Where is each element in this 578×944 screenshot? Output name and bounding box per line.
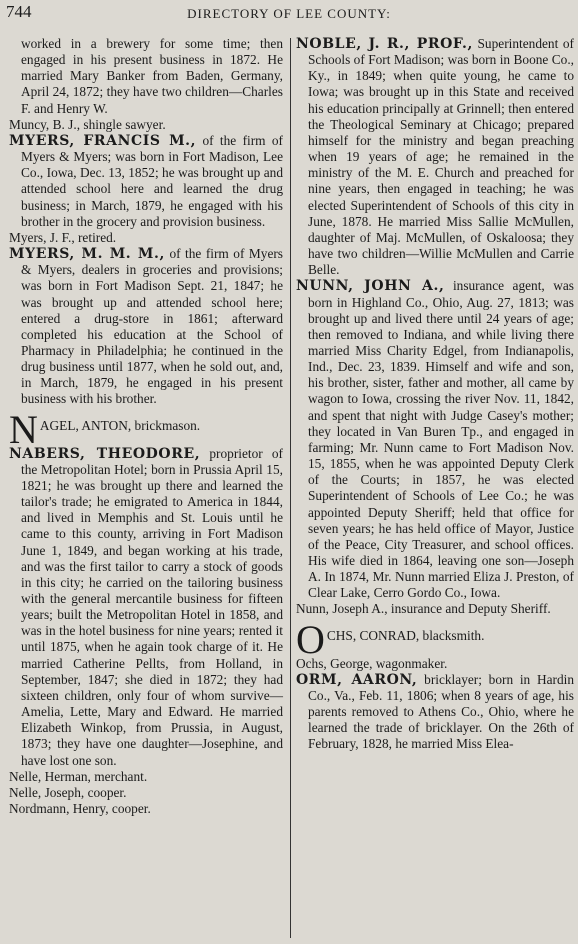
entry-name: NUNN, JOHN A., bbox=[296, 278, 445, 295]
entry-text: of the firm of Myers & Myers, dealers in groceries and provisions; was born in Fort Madison Sept. 21, 1847; he was brought up and attended school here; entered a drug-store in 1861; afterward completed his education at the School of Pharmacy in Philadelphia; he continued in the drug business until 1877, when he sold out, and, in March, 1879, he engaged in his present business with his brother. bbox=[21, 246, 284, 407]
running-title: DIRECTORY OF LEE COUNTY: bbox=[187, 6, 391, 21]
entry-name: NABERS, THEODORE, bbox=[9, 445, 201, 462]
entry-nabers bbox=[9, 446, 283, 769]
entry-continuation: worked in a brewery for some time; then engaged in his present business in 1872. He married Mary Banker from Baden, Germany, April 24, 1872; they have two children—Charles F. and Henry W. bbox=[21, 36, 283, 116]
entry-name: MYERS, M. M. M., bbox=[9, 246, 165, 263]
right-column bbox=[296, 36, 574, 753]
entry-noble bbox=[296, 36, 574, 278]
entry-text: of the firm of Myers & Myers; was born in Fort Madison, Lee Co., Iowa, Dec. 13, 1852; he was brought up and attended school here and learned the drug business; in March, 1879, he engaged with his brother in the grocery and provision business. bbox=[21, 132, 283, 229]
section-n-nagel bbox=[9, 406, 283, 452]
entry-name: ORM, AARON, bbox=[296, 671, 418, 688]
column-divider bbox=[290, 38, 291, 938]
entry-text: AGEL, ANTON, brickmason. bbox=[39, 417, 201, 433]
entry-orm bbox=[296, 672, 574, 753]
page-header bbox=[0, 0, 578, 28]
entry-nunn-john bbox=[296, 278, 574, 601]
entry-myers-jf: Myers, J. F., retired. bbox=[9, 229, 117, 245]
section-o-ochs bbox=[296, 616, 574, 662]
entry-muncy: Muncy, B. J., shingle sawyer. bbox=[9, 116, 166, 132]
entry-text: CHS, CONRAD, blacksmith. bbox=[326, 627, 485, 643]
entry-name: MYERS, FRANCIS M., bbox=[9, 132, 197, 149]
entry-nelle-joseph: Nelle, Joseph, cooper. bbox=[9, 784, 127, 800]
drop-initial-o: O bbox=[296, 616, 325, 662]
entry-myers-francis bbox=[9, 133, 283, 230]
page-number: 744 bbox=[6, 2, 32, 21]
entry-text: insurance agent, was born in Highland Co., Ohio, Aug. 27, 1813; was brought up and lived there until 24 years of age; then removed to Indiana, and while living there married Miss Charity Edgel, from Indianapolis, Ind., Dec. 23, 1839. Himself and wife and son, his brother, sister, father and mother, all came by wagon to Iowa, crossing the river Nov. 11, 1842, and spent that night with Judge Casey's mother; they located in Van Buren Tp., and engaged in farming; Mr. Nunn came to Fort Madison Nov. 15, 1855, when he was appointed Deputy Clerk of the Courts; in 1857, he was elected Superintendent of Schools of Lee Co.; he was appointed Deputy Sheriff; held that office for seven years; he has held office of Mayor, Justice of the Peace, City Treasurer, and school offices. His wife died in 1864, leaving one son—Joseph A. In 1874, Mr. Nunn married Eliza J. Preston, of Clear Lake, Cerro Gordo Co., Iowa. bbox=[308, 278, 574, 601]
entry-text: bricklayer; born in Hardin Co., Va., Feb. 11, 1806; when 8 years of age, his parents removed to Athens Co., Ohio, where he learned the trade of bricklayer. On the 26th of February, 1828, he married Miss Elea- bbox=[308, 671, 574, 752]
drop-initial-n: N bbox=[9, 406, 38, 452]
entry-myers-mmm bbox=[9, 246, 283, 408]
entry-nunn-joseph: Nunn, Joseph A., insurance and Deputy Sheriff. bbox=[296, 601, 551, 617]
entry-ochs-george: Ochs, George, wagonmaker. bbox=[296, 655, 448, 671]
left-column bbox=[9, 36, 283, 817]
entry-name: NOBLE, J. R., PROF., bbox=[296, 36, 473, 52]
entry-nordmann: Nordmann, Henry, cooper. bbox=[9, 801, 151, 817]
entry-text: Superintendent of Schools of Fort Madison; was born in Boone Co., Ky., in 1849; when quite young, he came to Iowa; was brought up in this State and received his education principally at Grinnell; then entered the Theological Seminary at Chicago; prepared himself for the ministry and began preaching when 19 years of age; he remained in the ministry of the M. E. Church and preached for nine years, then engaged in teaching; he was elected Superintendent of Schools of this city in June, 1878. He married Miss Sallie McMullen, daughter of Maj. McMullen, of Oskaloosa; they have two children—Willie McMullen and Carrie Belle. bbox=[308, 36, 574, 278]
entry-nelle-herman: Nelle, Herman, merchant. bbox=[9, 768, 148, 784]
entry-text: proprietor of the Metropolitan Hotel; born in Prussia April 15, 1821; he was brought up there and learned the tailor's trade; he emigrated to America in 1844, and lived in Memphis and St. Louis until he came to this county, arriving in Fort Madison June 1, 1849, and began working at his trade, and was the first tailor to carry a stock of goods in this city; he carried on the tailoring business with the general mercantile business for fifteen years; built the Metropolitan Hotel in 1858, and was in the hotel business for nine years; rented it until 1875, when he again took charge of it. He married Catherine Pellts, from Holland, in September, 1847; she died in 1872; they had sixteen children, only four of whom survive—Amelia, Lette, Mary and Edward. He married Elizabeth Winkop, from Prussia, in August, 1873; they have one daughter—Josephine, and have lost one son. bbox=[21, 445, 283, 768]
